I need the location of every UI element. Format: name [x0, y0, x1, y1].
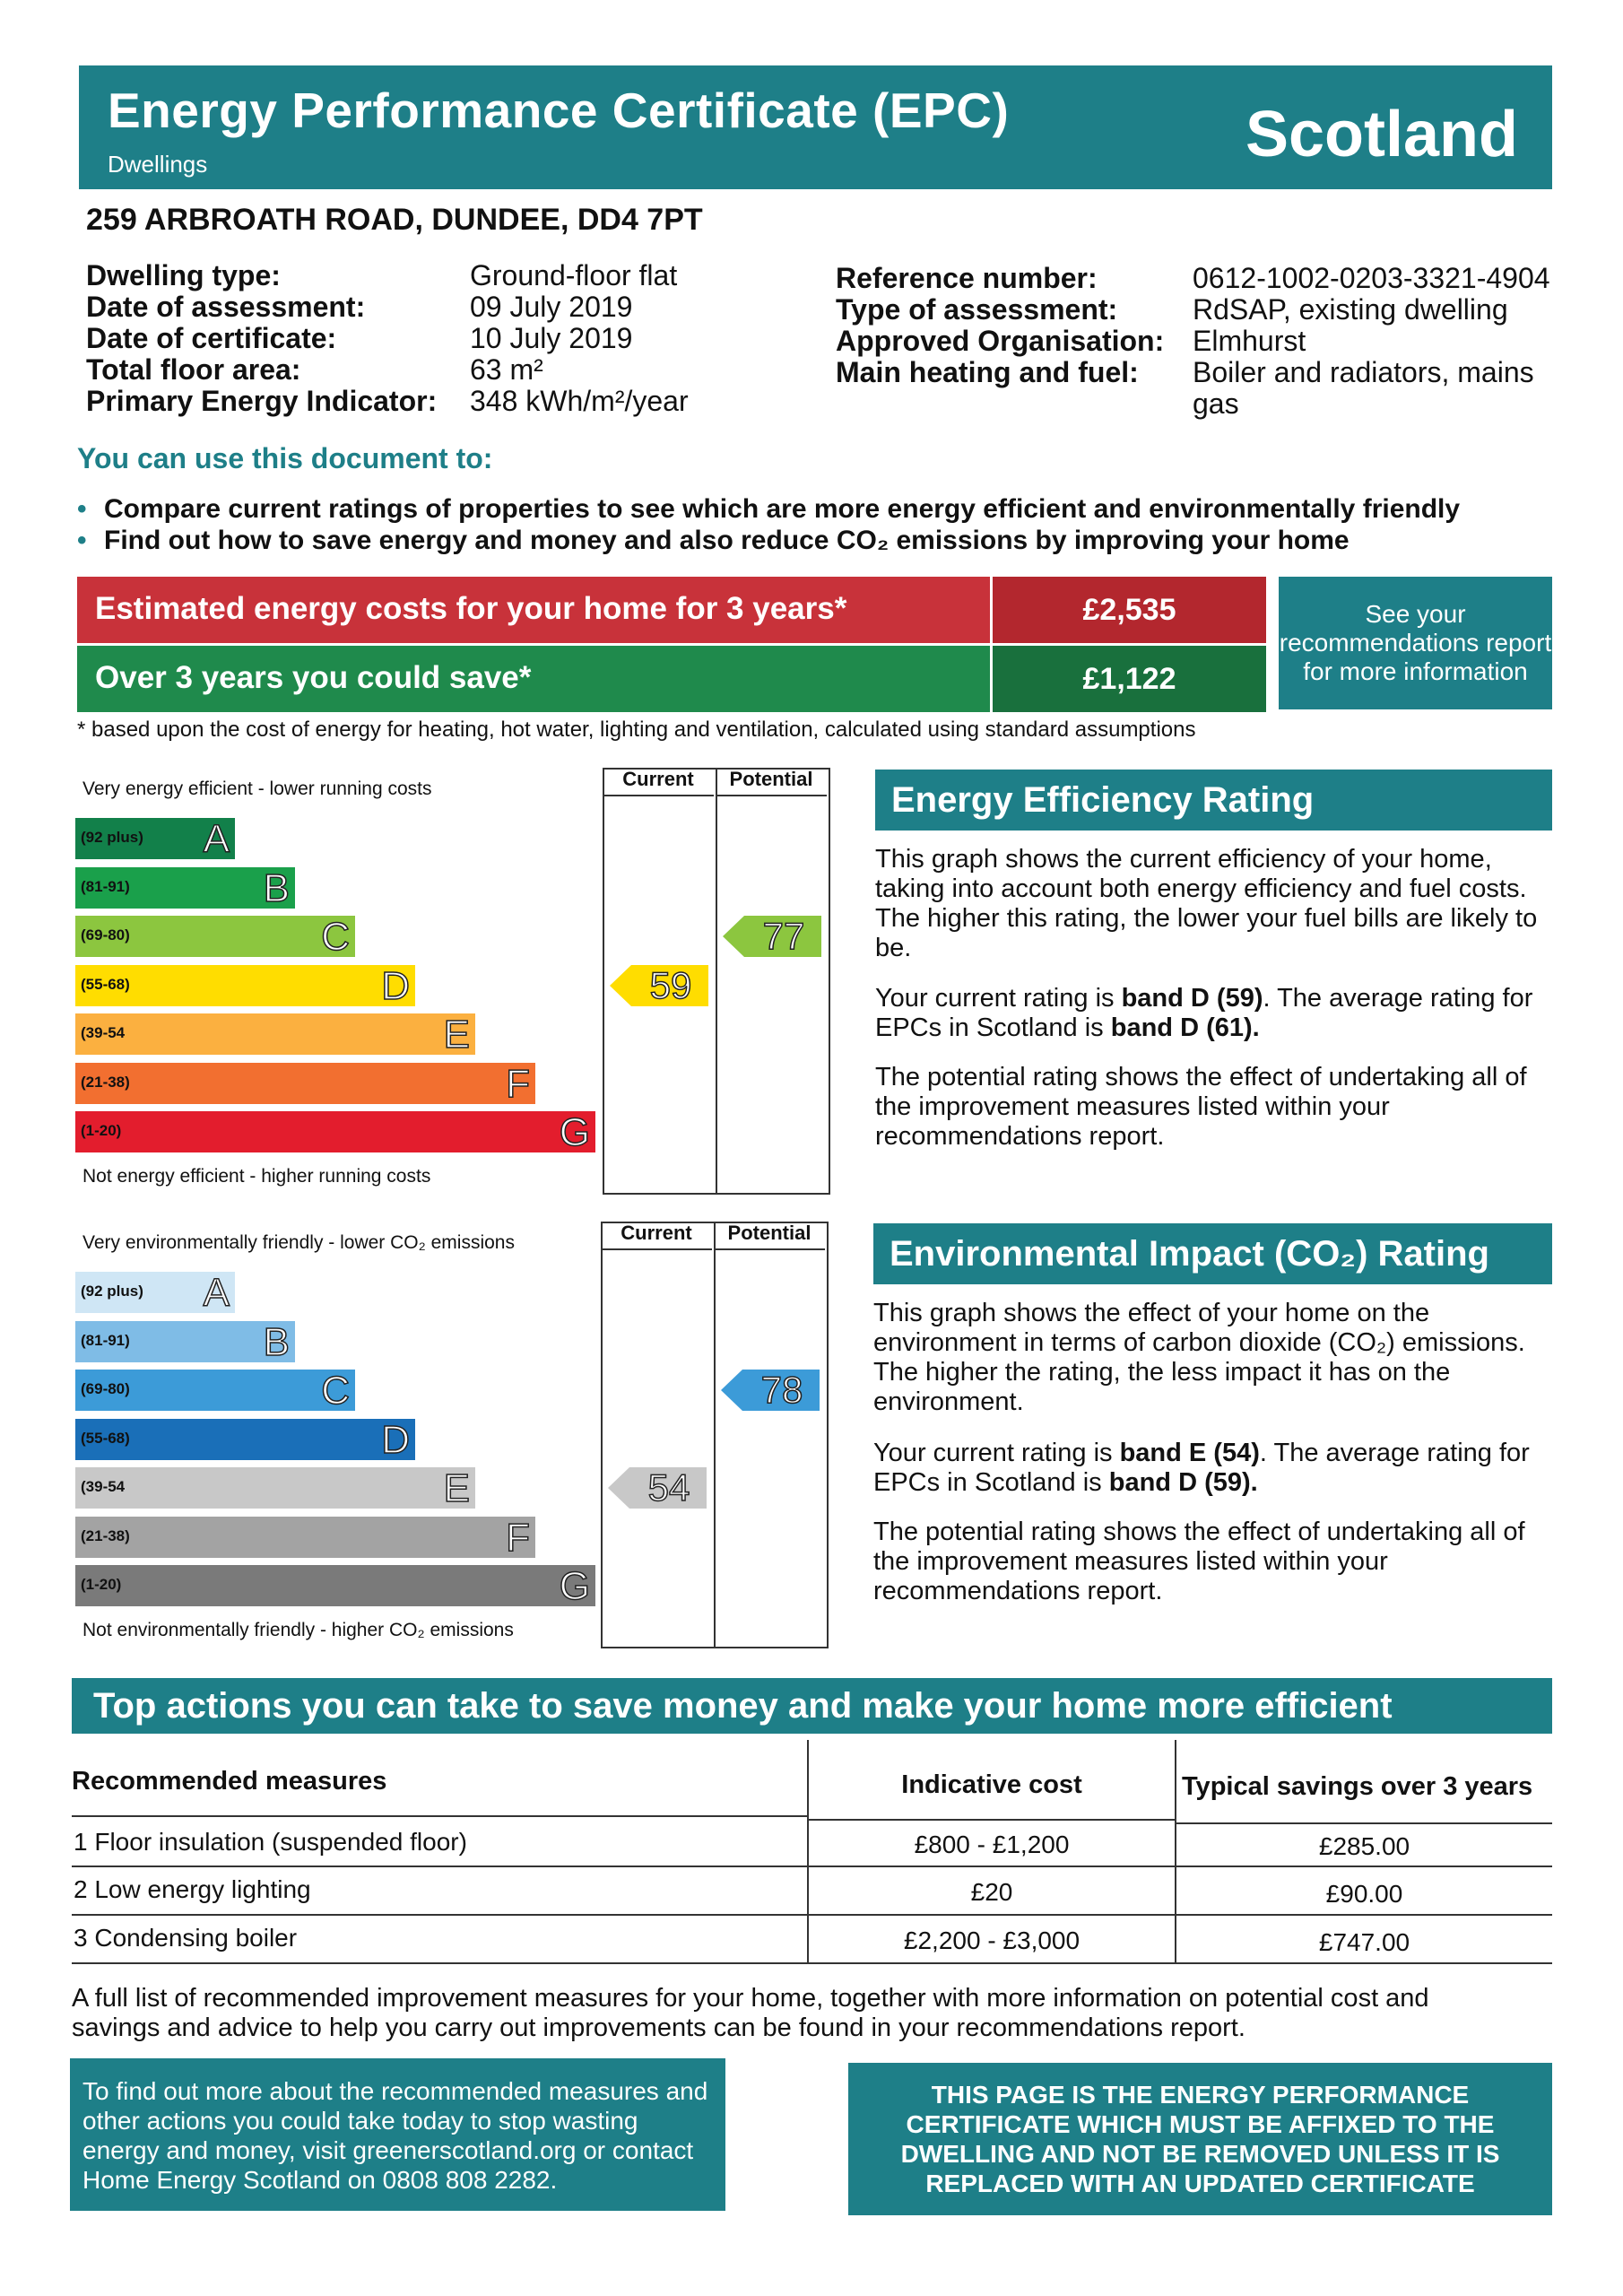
measure-cost: £2,200 - £3,000 [903, 1926, 1081, 1954]
current-rating-arrow-value: 59 [649, 963, 692, 1006]
band-letter: C [321, 915, 350, 959]
rating-band-c [75, 1370, 355, 1411]
band-letter: G [559, 1564, 590, 1608]
band-range: (92 plus) [81, 1283, 143, 1300]
eir-potential-note: The potential rating shows the effect of undertaking all of the improvement measures listed within your recommendations report. [873, 1518, 1525, 1605]
find-out-more-box: To find out more about the recommended measures and other actions you could take today to stop wasting energy and money, visit greenerscotland.org or contact Home Energy Scotland on 0808 808 2282. [70, 2058, 725, 2211]
detail-value: 348 kWh/m²/year [470, 385, 689, 417]
table-rule [72, 1914, 1552, 1916]
details-left [86, 260, 839, 417]
measure-cost: £800 - £1,200 [914, 1831, 1070, 1858]
use-heading: You can use this document to: [77, 442, 493, 474]
rating-band-b [75, 867, 295, 909]
rating-text: Your current rating is [875, 984, 1122, 1013]
bullet-item [77, 493, 1460, 525]
rating-band-c [75, 916, 355, 957]
rating-band-a [75, 1272, 235, 1313]
band-range: (1-20) [81, 1122, 122, 1139]
band-range: (21-38) [81, 1073, 130, 1091]
estimated-cost-row [77, 577, 1266, 643]
band-range: (39-54 [81, 1478, 126, 1495]
current-rating-arrow [608, 1467, 707, 1509]
details-right [836, 263, 1553, 420]
detail-label: Total floor area: [86, 353, 301, 386]
rating-band-f [75, 1063, 535, 1104]
band-letter: B [263, 1319, 290, 1364]
band-range: (1-20) [81, 1576, 122, 1593]
band-letter: A [203, 817, 230, 861]
certificate-subtitle: Dwellings [108, 151, 208, 178]
eer-description: This graph shows the current efficiency of your home, taking into account both energy efficiency and fuel costs. The higher this rating, the lower your fuel bills are likely to be. [875, 845, 1538, 962]
rating-band-e [75, 1467, 475, 1509]
detail-label: Reference number: [836, 262, 1098, 294]
current-header: Current [601, 1222, 712, 1250]
chart-bottom-label: Not environmentally friendly - higher CO₂ emissions [82, 1620, 514, 1640]
potential-rating-arrow [721, 1370, 820, 1411]
rating-band-e [75, 1013, 475, 1055]
use-bullets [77, 493, 1460, 556]
average-band: band D (59). [1108, 1468, 1258, 1497]
detail-value: RdSAP, existing dwelling [1193, 293, 1508, 326]
band-letter: D [381, 1417, 410, 1462]
band-range: (92 plus) [81, 829, 143, 846]
band-letter: D [381, 963, 410, 1008]
measure-cost: £20 [970, 1878, 1013, 1906]
band-letter: A [203, 1271, 230, 1315]
band-range: (21-38) [81, 1526, 130, 1544]
measure-savings: £90.00 [1325, 1880, 1403, 1908]
table-rule [1176, 1822, 1552, 1824]
detail-value: Elmhurst [1193, 325, 1306, 357]
cost-footnote: * based upon the cost of energy for heating, hot water, lighting and ventilation, calculated using standard assumptions [77, 718, 1196, 742]
current-header: Current [603, 768, 714, 796]
savings-value: £1,122 [990, 646, 1266, 712]
detail-value: 09 July 2019 [470, 291, 633, 323]
band-range: (69-80) [81, 926, 130, 944]
eer-potential-note: The potential rating shows the effect of undertaking all of the improvement measures listed within your recommendations report. [875, 1063, 1527, 1151]
average-band: band D (61). [1110, 1013, 1260, 1042]
detail-value: 0612-1002-0203-3321-4904 [1193, 262, 1550, 294]
potential-column [714, 1222, 829, 1648]
potential-rating-arrow-value: 78 [760, 1369, 803, 1411]
certificate-title: Energy Performance Certificate (EPC) [108, 83, 1010, 138]
band-range: (81-91) [81, 1331, 130, 1349]
current-column [601, 1222, 716, 1648]
detail-value: 63 m² [470, 353, 543, 386]
table-rule [72, 1815, 807, 1817]
potential-rating-arrow [723, 916, 821, 957]
potential-rating-arrow-value: 77 [762, 915, 805, 957]
rating-band: band D (59) [1121, 984, 1263, 1013]
certificate-header [79, 65, 1552, 189]
detail-label: Date of assessment: [86, 291, 366, 323]
col-cost: Indicative cost [901, 1770, 1082, 1799]
band-range: (39-54 [81, 1024, 126, 1041]
rating-band-b [75, 1321, 295, 1362]
detail-value: Boiler and radiators, mains gas [1193, 356, 1534, 420]
detail-label: Dwelling type: [86, 259, 281, 291]
rating-band: band E (54) [1119, 1439, 1260, 1467]
band-letter: E [443, 1013, 470, 1057]
detail-label: Primary Energy Indicator: [86, 385, 438, 417]
current-rating-arrow-value: 54 [647, 1466, 690, 1509]
bullet-text: Find out how to save energy and money and also reduce CO₂ emissions by improving your home [104, 526, 1350, 555]
chart-bottom-label: Not energy efficient - higher running costs [82, 1166, 431, 1187]
col-measures: Recommended measures [72, 1767, 387, 1796]
full-list-note: A full list of recommended improvement measures for your home, together with more information on potential cost and savings and advice to help you carry out improvements can be found in your recommendations report. [72, 1984, 1429, 2042]
environmental-impact-chart [75, 1222, 830, 1647]
eir-description: This graph shows the effect of your home on the environment in terms of carbon dioxide (CO₂) emissions. The higher the rating, the less impact it has on the environment. [873, 1299, 1525, 1416]
property-address: 259 ARBROATH ROAD, DUNDEE, DD4 7PT [86, 203, 703, 237]
band-range: (81-91) [81, 877, 130, 895]
detail-value: 10 July 2019 [470, 322, 633, 354]
eer-heading: Energy Efficiency Rating [875, 770, 1552, 831]
detail-value: Ground-floor flat [470, 259, 678, 291]
chart-top-label: Very energy efficient - lower running costs [82, 778, 432, 799]
potential-header: Potential [716, 768, 827, 796]
band-range: (69-80) [81, 1380, 130, 1397]
band-letter: F [506, 1061, 530, 1106]
measure-savings: £285.00 [1318, 1832, 1410, 1860]
band-letter: B [263, 865, 290, 910]
band-letter: F [506, 1515, 530, 1560]
savings-row [77, 646, 1266, 712]
rating-band-d [75, 965, 415, 1006]
table-rule [809, 1819, 1175, 1821]
measure-name: 2 Low energy lighting [74, 1875, 311, 1903]
measure-name: 1 Floor insulation (suspended floor) [74, 1828, 467, 1856]
estimated-cost-label: Estimated energy costs for your home for 3 years* [95, 591, 847, 626]
rating-band-d [75, 1419, 415, 1460]
potential-header: Potential [714, 1222, 825, 1250]
rating-text: . The average rating for EPCs in Scotland is [873, 1439, 1530, 1497]
chart-top-label: Very environmentally friendly - lower CO₂ emissions [82, 1232, 515, 1253]
measure-savings: £747.00 [1318, 1928, 1410, 1956]
rating-band-g [75, 1111, 595, 1152]
rating-text: Your current rating is [873, 1439, 1120, 1467]
savings-label: Over 3 years you could save* [95, 660, 532, 695]
rating-band-g [75, 1565, 595, 1606]
rating-band-f [75, 1517, 535, 1558]
estimated-cost-value: £2,535 [990, 577, 1266, 643]
bullet-icon: • [77, 494, 87, 524]
detail-label: Date of certificate: [86, 322, 337, 354]
band-range: (55-68) [81, 975, 130, 993]
potential-column [716, 768, 830, 1195]
bullet-item [77, 525, 1460, 556]
eir-heading: Environmental Impact (CO₂) Rating [873, 1223, 1552, 1284]
col-savings: Typical savings over 3 years [1182, 1772, 1533, 1801]
rating-text: . The average rating for EPCs in Scotland is [875, 984, 1533, 1042]
band-letter: C [321, 1369, 350, 1413]
band-letter: G [559, 1110, 590, 1154]
measure-name: 3 Condensing boiler [74, 1924, 298, 1952]
band-range: (55-68) [81, 1429, 130, 1447]
energy-efficiency-chart [75, 768, 830, 1193]
detail-label: Main heating and fuel: [836, 356, 1139, 388]
eer-current-rating [875, 984, 1543, 1043]
measures-table [72, 1740, 1552, 1964]
see-report-box: See your recommendations report for more information [1279, 577, 1552, 709]
table-rule [72, 1962, 1552, 1964]
band-letter: E [443, 1466, 470, 1510]
current-rating-arrow [610, 965, 708, 1006]
affix-notice-box: THIS PAGE IS THE ENERGY PERFORMANCE CERTIFICATE WHICH MUST BE AFFIXED TO THE DWELLING AND NOT BE REMOVED UNLESS IT IS REPLACED WITH AN UPDATED CERTIFICATE [848, 2063, 1552, 2215]
eir-current-rating [873, 1439, 1546, 1498]
region-label: Scotland [1245, 99, 1518, 170]
bullet-text: Compare current ratings of properties to see which are more energy efficient and environmentally friendly [104, 494, 1461, 524]
table-rule [72, 1866, 1552, 1867]
actions-heading: Top actions you can take to save money and make your home more efficient [72, 1678, 1552, 1734]
bullet-icon: • [77, 526, 87, 555]
detail-label: Approved Organisation: [836, 325, 1165, 357]
detail-label: Type of assessment: [836, 293, 1118, 326]
rating-band-a [75, 818, 235, 859]
